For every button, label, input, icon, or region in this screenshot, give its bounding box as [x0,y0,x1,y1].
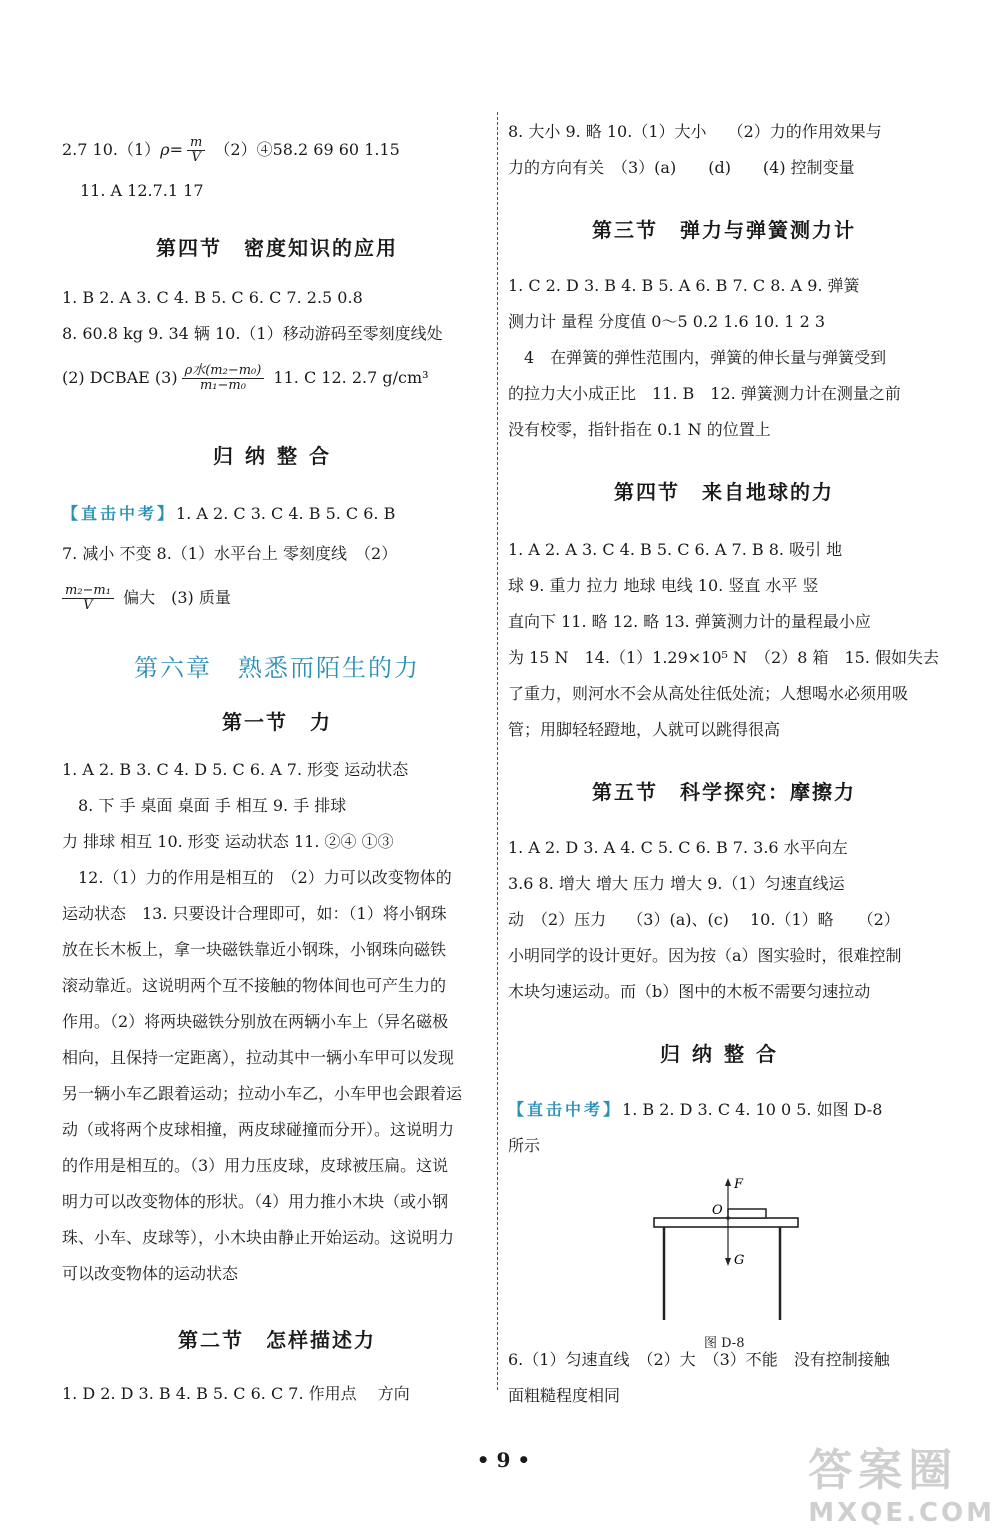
answer-line: 面粗糙程度相同 [508,1386,621,1405]
force-diagram-figure [648,1172,808,1332]
summary-heading: 归纳整合 [660,1042,788,1066]
answer-line: 放在长木板上，拿一块磁铁靠近小钢珠，小钢珠向磁铁 [62,940,447,959]
answer-line: 12.（1）力的作用是相互的 （2）力可以改变物体的 [62,868,452,887]
label-o: O [712,1203,723,1218]
answer-line: 为 15 N 14.（1）1.29×10⁵ N （2）8 箱 15. 假如失去 [508,648,940,667]
answer-line: 1. D 2. D 3. B 4. B 5. C 6. C 7. 作用点 方向 [62,1384,410,1403]
watermark-site-text: MXQE.COM [808,1498,995,1528]
answer-text: 2.7 10.（1） [62,140,161,159]
fraction-denominator: V [191,150,201,165]
answer-line: 1. B 2. A 3. C 4. B 5. C 6. C 7. 2.5 0.8 [62,288,363,307]
section-heading: 第四节 来自地球的力 [614,480,834,504]
answer-line: 8. 大小 9. 略 10.（1）大小 （2）力的作用效果与 [508,122,882,141]
answer-line [508,1100,882,1120]
answer-line: 运动状态 13. 只要设计合理即可，如：（1）将小钢珠 [62,904,447,923]
answer-line: 1. A 2. A 3. C 4. B 5. C 6. A 7. B 8. 吸引 地 [508,540,843,559]
answer-line: 没有校零，指针指在 0.1 N 的位置上 [508,420,771,439]
answer-text: （2）④58.2 69 60 1.15 [214,140,400,159]
figure-caption: 图 D-8 [704,1336,745,1351]
fraction-numerator: m₂−m₁ [62,584,114,599]
answer-line: 8. 下 手 桌面 桌面 手 相互 9. 手 排球 [62,796,347,815]
answer-text: 偏大 (3) 质量 [123,588,231,607]
page-number: • 9 • [476,1448,531,1472]
fraction-denominator: V [83,598,93,613]
force-f-arrowhead [725,1178,731,1186]
answer-line: 作用。（2）将两块磁铁分别放在两辆小车上（异名磁极 [62,1012,449,1031]
answer-line: 另一辆小车乙跟着运动；拉动小车乙，小车甲也会跟着运 [62,1084,463,1103]
answer-line: 6.（1）匀速直线 （2）大 （3）不能 没有控制接触 [508,1350,890,1369]
answer-line: 的作用是相互的。（3）用力压皮球，皮球被压扁。这说 [62,1156,449,1175]
answer-line: 3.6 8. 增大 增大 压力 增大 9.（1）匀速直线运 [508,874,845,893]
answer-line [62,504,395,524]
section-heading: 第四节 密度知识的应用 [156,236,398,260]
answer-text: 1. B 2. D 3. C 4. 10 0 5. 如图 D-8 [622,1100,883,1119]
answer-line: 11. A 12.7.1 17 [80,181,204,200]
answer-line [62,364,429,393]
answer-line: 4 在弹簧的弹性范围内，弹簧的伸长量与弹簧受到 [508,348,887,367]
answer-line [62,584,231,613]
answer-line: 了重力，则河水不会从高处往低处流；人想喝水必须用吸 [508,684,909,703]
answer-line: 木块匀速运动。而（b）图中的木板不需要匀速拉动 [508,982,871,1001]
answer-line: 力 排球 相互 10. 形变 运动状态 11. ②④ ①③ [62,832,394,851]
chapter-title: 第六章 熟悉而陌生的力 [134,654,420,682]
section-heading: 第一节 力 [222,710,332,734]
section-heading: 第三节 弹力与弹簧测力计 [592,218,856,242]
fraction [62,584,114,613]
table-top [654,1218,798,1227]
answer-line [62,136,400,165]
zhiji-zhongkao-tag: 【直击中考】 [508,1100,623,1119]
point-o [726,1216,730,1220]
answer-line: 动 （2）压力 （3）(a)、(c) 10.（1）略 （2） [508,910,900,929]
answer-line: 管；用脚轻轻蹬地，人就可以跳得很高 [508,720,781,739]
answer-line: 球 9. 重力 拉力 地球 电线 10. 竖直 水平 竖 [508,576,819,595]
fraction-numerator: ρ水(m₂−m₀) [182,364,265,379]
fraction [182,364,265,393]
answer-line: 1. A 2. B 3. C 4. D 5. C 6. A 7. 形变 运动状态 [62,760,409,779]
answer-line: 动（或将两个皮球相撞，两皮球碰撞而分开）。这说明力 [62,1120,455,1139]
summary-heading: 归纳整合 [213,444,341,468]
force-g-arrowhead [725,1258,731,1266]
answer-line: 珠、小车、皮球等），小木块由静止开始运动。这说明力 [62,1228,455,1247]
answer-line: 力的方向有关 （3）(a) (d) (4) 控制变量 [508,158,855,177]
object-on-table [728,1209,766,1218]
answer-line: 测力计 量程 分度值 0～5 0.2 1.6 10. 1 2 3 [508,312,826,331]
answer-text: (2) DCBAE (3) [62,368,178,387]
label-g: G [734,1253,745,1268]
watermark [808,1434,995,1528]
fraction-denominator: m₁−m₀ [199,378,246,393]
label-f: F [734,1177,744,1192]
watermark-logo-text: 答案圈 [808,1445,959,1496]
answer-text: 1. A 2. C 3. C 4. B 5. C 6. B [176,504,396,523]
answer-line: 8. 60.8 kg 9. 34 辆 10.（1）移动游码至零刻度线处 [62,324,443,343]
answer-line: 明力可以改变物体的形状。（4）用力推小木块（或小钢 [62,1192,449,1211]
answer-line: 可以改变物体的运动状态 [62,1264,239,1283]
answer-line: 的拉力大小成正比 11. B 12. 弹簧测力计在测量之前 [508,384,901,403]
answer-line: 7. 减小 不变 8.（1）水平台上 零刻度线 （2） [62,544,398,563]
answer-line: 直向下 11. 略 12. 略 13. 弹簧测力计的量程最小应 [508,612,871,631]
column-divider [497,112,498,1390]
answer-text: 11. C 12. 2.7 g/cm³ [273,368,429,387]
formula-text: ρ= [160,140,183,159]
section-heading: 第五节 科学探究：摩擦力 [592,780,856,804]
answer-line: 1. A 2. D 3. A 4. C 5. C 6. B 7. 3.6 水平向左 [508,838,848,857]
zhiji-zhongkao-tag: 【直击中考】 [62,504,177,523]
section-heading: 第二节 怎样描述力 [178,1328,376,1352]
answer-line: 所示 [508,1136,541,1155]
answer-line: 滚动靠近。这说明两个互不接触的物体间也可产生力的 [62,976,447,995]
answer-line: 小明同学的设计更好。因为按（a）图实验时，很难控制 [508,946,902,965]
fraction-numerator: m [187,136,205,151]
answer-line: 1. C 2. D 3. B 4. B 5. A 6. B 7. C 8. A 9. 弹簧 [508,276,860,295]
fraction [187,136,205,165]
answer-line: 相向，且保持一定距离），拉动其中一辆小车甲可以发现 [62,1048,455,1067]
